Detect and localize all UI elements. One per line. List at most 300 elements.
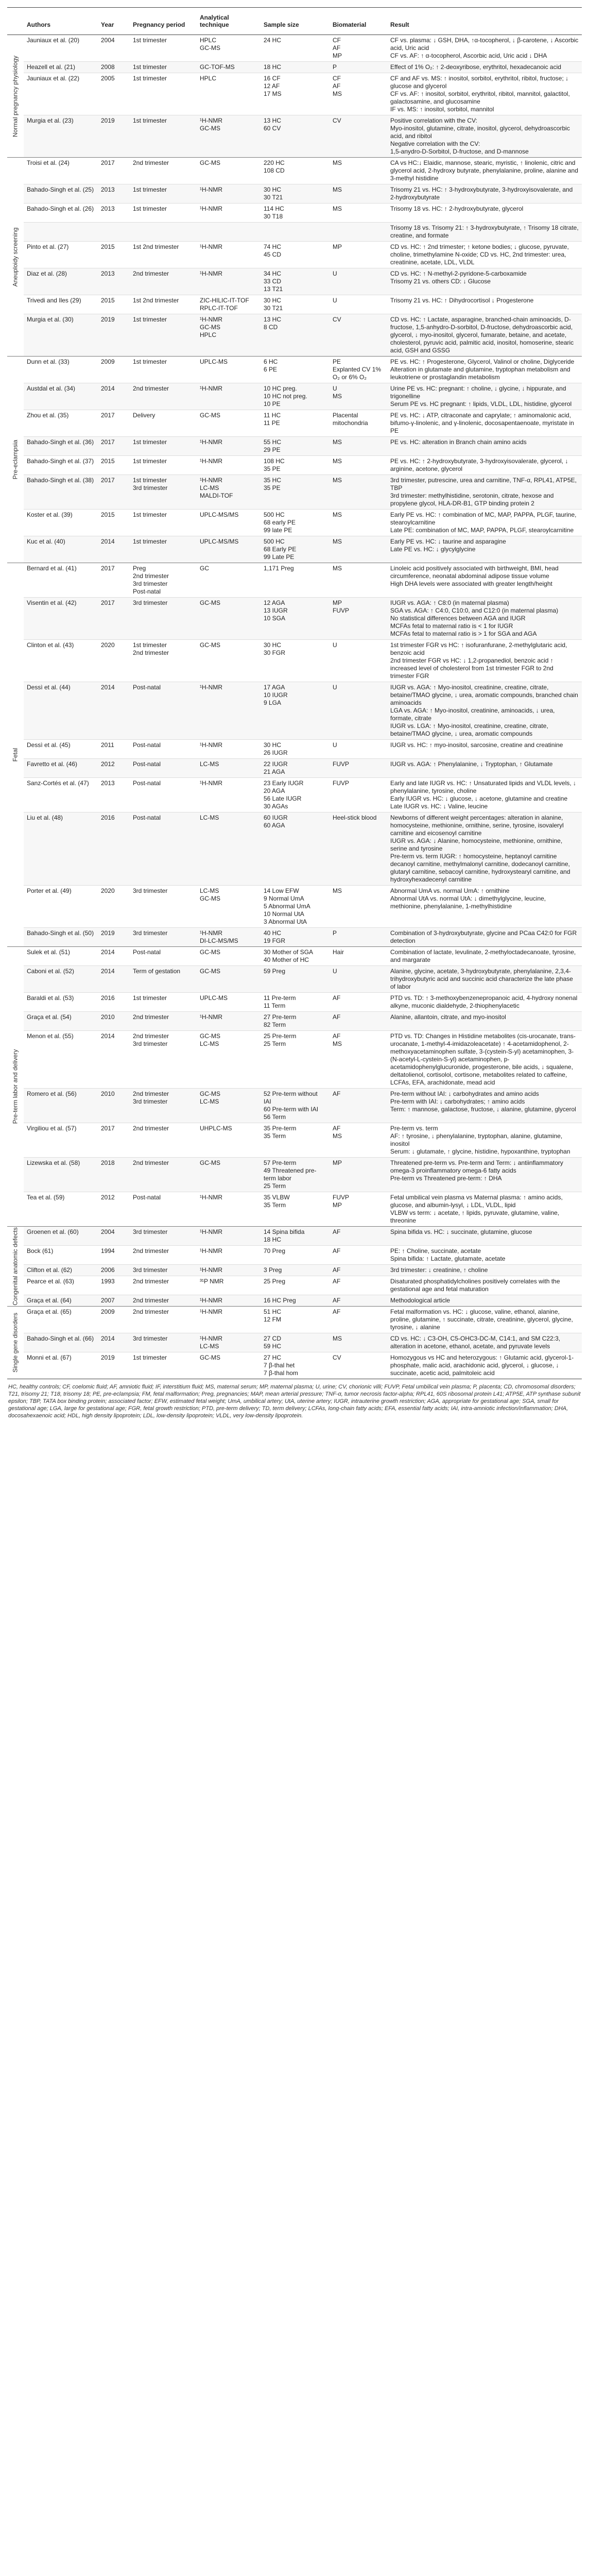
sample-size-cell: 22 IUGR 21 AGA (261, 759, 330, 778)
result-cell: CD vs. HC: ↑ 2nd trimester; ↑ ketone bodies; ↓ glucose, pyruvate, choline, trimethylamine N-oxide; CD vs. HC, 2nd trimester: urea, creatinine, acetate, LDL, VLDL (387, 242, 582, 268)
sample-size-cell: 17 AGA 10 IUGR 9 LGA (261, 682, 330, 740)
biomaterial-cell: AF (330, 1246, 387, 1265)
biomaterial-cell: AF (330, 1089, 387, 1123)
result-cell: Linoleic acid positively associated with birthweight, BMI, head circumference, neonatal abdominal adipose tissue volume High DHA levels were associated with greater length/height (387, 563, 582, 598)
result-header: Result (387, 8, 582, 35)
biomaterial-cell: FUVP (330, 759, 387, 778)
pregnancy-period-cell: 2nd trimester (130, 383, 197, 410)
abbreviation-footnote: HC, healthy controls; CF, coelomic fluid; AF, amniotic fluid; IF, interstitium fluid; MS, maternal serum; MP, maternal plasma; U, urine; CV, chorionic villi; FUVP, Fetal umbilical vein plasma; P, placenta; CD, chromosomal disorders; T21, trisomy 21; T18, trisomy 18; PE, pre-eclampsia; FM, fetal malformation; Preg, pregnancies; MAP, mean arterial pressure; TNF-α, tumor necrosis factor-alpha; RPL41, 60S ribosomal protein L41; ATP5E, ATP synthase subunit epsilon; TBP, TATA box binding protein; associated factor; EFW, estimated fetal weight; UmA, umbilical artery; UtA, uterine artery; IUGR, intrauterine growth restriction; AGA, appropriate for gestational age; SGA, small for gestational age; LGA, large for gestational age; FGR, fetal growth restriction; PTD, pre-term delivery; TD, term delivery; LCFAs, long-chain fatty acids; EFA, essential fatty acids; IAI, intra-amniotic infection/inflammation; DHA, docosahexaenoic acid; HDL, high density lipoprotein; LDL, low-density lipoprotein; VLDL, very low-density lipoprotein. (7, 1379, 582, 1420)
sample-size-cell: 18 HC (261, 62, 330, 73)
biomaterial-cell: AF MS (330, 1031, 387, 1089)
sample-size-cell: 13 HC 60 CV (261, 115, 330, 158)
authors-cell: Bock (61) (24, 1246, 98, 1265)
authors-cell: Troisi et al. (24) (24, 158, 98, 184)
section-cell (7, 947, 24, 1227)
sample-size-cell: 14 Low EFW 9 Normal UmA 5 Abnormal UmA 10 Normal UtA 3 Abnormal UtA (261, 886, 330, 928)
result-cell: 3rd trimester: ↓ creatinine, ↑ choline (387, 1265, 582, 1276)
year-cell: 1994 (98, 1246, 130, 1265)
study-table (7, 7, 582, 1419)
section-label: Pre-eclampsia (11, 439, 19, 480)
year-cell: 2017 (98, 475, 130, 510)
authors-cell: Pinto et al. (27) (24, 242, 98, 268)
result-cell: PE vs. HC: alteration in Branch chain amino acids (387, 437, 582, 456)
pregnancy-period-cell: Post-natal (130, 759, 197, 778)
result-cell: CD vs. HC: ↑ Lactate, asparagine, branched-chain aminoacids, D-fructose, 1,5-anhydro-D-sorbitol, D-fructose, dehydroascorbic acid, glycerol, ↓ myo-inositol, glycerol, fumarate, betaine, and acetate, cholesterol, pyruvic acid, palmitic acid, inositol, homoserine, stearic acid, GSH and GSSG (387, 314, 582, 357)
authors-cell: Bernard et al. (41) (24, 563, 98, 598)
table-row (7, 73, 582, 115)
pregnancy-period-cell: 1st 2nd trimester (130, 242, 197, 268)
table-row (7, 268, 582, 295)
sample-size-cell: 25 Pre-term 25 Term (261, 1031, 330, 1089)
table-row (7, 1158, 582, 1192)
result-cell: Early PE vs. HC: ↑ combination of MC, MAP, PAPPA, PLGF, taurine, stearoylcarnitine Late PE: combination of MC, MAP, PAPPA, PLGF, stearoylcarnitine (387, 510, 582, 536)
authors-cell: Bahado-Singh et al. (25) (24, 184, 98, 204)
table-row (7, 682, 582, 740)
sample-size-cell: 16 HC Preg (261, 1295, 330, 1307)
biomaterial-cell: Placental mitochondria (330, 410, 387, 437)
table-row (7, 1031, 582, 1089)
result-cell: Fetal malformation vs. HC: ↓ glucose, valine, ethanol, alanine, proline, glutamine, ↑ succinate, citrate, creatinine, glycerol, glycine, tyrosine, ↓ alanine (387, 1307, 582, 1333)
analytical-technique-cell: ¹H-NMR LC-MS MALDI-TOF (197, 475, 261, 510)
year-cell: 2014 (98, 966, 130, 993)
pregnancy-period-cell: Post-natal (130, 1192, 197, 1227)
result-cell: Abnormal UmA vs. normal UmA: ↑ ornithine Abnormal UtA vs. normal UtA: ↓ dimethylglycine, leucine, methionine, phenylalanine, 1-methylhistidine (387, 886, 582, 928)
result-cell: Fetal umbilical vein plasma vs Maternal plasma: ↑ amino acids, glucose, and albumin-lysyl, ↓ LDL, VLDL, lipid VLBW vs term: ↓ acetate, ↑ lipids, pyruvate, glutamine, valine, threonine (387, 1192, 582, 1227)
pregnancy-period-cell: Post-natal (130, 812, 197, 886)
biomaterial-cell: CV (330, 1352, 387, 1379)
biomaterial-cell: P (330, 928, 387, 947)
pregnancy-period-cell: Term of gestation (130, 966, 197, 993)
analytical-technique-cell: GC-MS (197, 1158, 261, 1192)
year-cell: 2004 (98, 35, 130, 62)
authors-cell: Caboni et al. (52) (24, 966, 98, 993)
result-cell: Alanine, glycine, acetate, 3-hydroxybutyrate, phenylalanine, 2,3,4-trihydroxybutyric acid and succinic acid characterize the late phase of labor (387, 966, 582, 993)
result-cell: CF vs. plasma: ↓ GSH, DHA, ↑α-tocopherol, ↓ β-carotene, ↓ Ascorbic acid, Uric acid CF vs. AF: ↑ α-tocopherol, Ascorbic acid, Uric acid ↓ DHA (387, 35, 582, 62)
result-cell: Pre-term vs. term AF: ↑ tyrosine, ↓ phenylalanine, tryptophan, alanine, glutamine, inositol Serum: ↓ glutamate, ↑ glycine, histidine, hypoxanthine, tryptophan (387, 1123, 582, 1158)
pregnancy-period-cell: 3rd trimester (130, 928, 197, 947)
authors-cell: Pearce et al. (63) (24, 1276, 98, 1295)
result-cell: Threatened pre-term vs. Pre-term and Term: ↓ antiinflammatory omega-3 proinflammatory omega-6 fatty acids Pre-term vs Threatened pre-term: ↑ DHA (387, 1158, 582, 1192)
year-cell: 2014 (98, 1031, 130, 1089)
year-cell: 2006 (98, 1265, 130, 1276)
analytical-technique-cell: ¹H-NMR (197, 778, 261, 812)
sample-size-cell: 35 HC 35 PE (261, 475, 330, 510)
sample-size-cell: 220 HC 108 CD (261, 158, 330, 184)
table-row (7, 1012, 582, 1031)
sample-size-cell: 25 Preg (261, 1276, 330, 1295)
authors-cell: Clinton et al. (43) (24, 640, 98, 682)
sample-size-cell: 27 HC 7 β-thal het 7 β-thal hom (261, 1352, 330, 1379)
pregnancy-period-cell: 1st trimester (130, 115, 197, 158)
authors-cell: Groenen et al. (60) (24, 1227, 98, 1246)
biomaterial-cell: MP FUVP (330, 598, 387, 640)
biomaterial-cell: P (330, 62, 387, 73)
analytical-technique-cell: ¹H-NMR GC-MS HPLC (197, 314, 261, 357)
year-cell: 2014 (98, 947, 130, 966)
table-row (7, 536, 582, 563)
sample-size-cell: 10 HC preg. 10 HC not preg. 10 PE (261, 383, 330, 410)
analytical-technique-cell: ¹H-NMR (197, 456, 261, 475)
biomaterial-cell: AF (330, 1276, 387, 1295)
year-cell: 2013 (98, 204, 130, 223)
authors-cell: Graça et al. (65) (24, 1307, 98, 1333)
table-row (7, 1192, 582, 1227)
biomaterial-header: Biomaterial (330, 8, 387, 35)
biomaterial-cell: MS (330, 886, 387, 928)
sample-size-cell: 14 Spina bifida 18 HC (261, 1227, 330, 1246)
pregnancy-period-cell: 1st trimester (130, 357, 197, 383)
authors-cell: Porter et al. (49) (24, 886, 98, 928)
sample-size-cell: 74 HC 45 CD (261, 242, 330, 268)
year-cell: 2017 (98, 563, 130, 598)
authors-cell: Heazell et al. (21) (24, 62, 98, 73)
analytical-technique-cell: ¹H-NMR (197, 1246, 261, 1265)
year-cell: 2014 (98, 383, 130, 410)
result-cell: Alanine, allantoin, citrate, and myo-inositol (387, 1012, 582, 1031)
year-cell: 2020 (98, 886, 130, 928)
result-cell: Trisomy 21 vs. HC: ↑ Dihydrocortisol ↓ Progesterone (387, 295, 582, 314)
pregnancy-period-cell: 2nd trimester 3rd trimester (130, 1089, 197, 1123)
sample-size-cell: 11 Pre-term 11 Term (261, 993, 330, 1012)
table-row (7, 563, 582, 598)
sample-size-cell: 55 HC 29 PE (261, 437, 330, 456)
table-row (7, 437, 582, 456)
pregnancy-period-cell: Post-natal (130, 947, 197, 966)
authors-cell: Bahado-Singh et al. (50) (24, 928, 98, 947)
authors-cell: Virgiliou et al. (57) (24, 1123, 98, 1158)
pregnancy-period-cell: 3rd trimester (130, 1333, 197, 1352)
biomaterial-cell: AF (330, 1307, 387, 1333)
analytical-technique-cell: ¹H-NMR (197, 1295, 261, 1307)
year-cell: 2013 (98, 184, 130, 204)
pregnancy-period-cell: 2nd trimester (130, 1246, 197, 1265)
section-cell (7, 357, 24, 563)
sample-size-cell: 30 HC 30 T21 (261, 184, 330, 204)
authors-cell: Baraldi et al. (53) (24, 993, 98, 1012)
table-row (7, 35, 582, 62)
analytical-technique-cell: GC-MS (197, 1352, 261, 1379)
year-cell: 2013 (98, 268, 130, 295)
year-cell: 2019 (98, 928, 130, 947)
pregnancy-period-cell: 2nd trimester (130, 1123, 197, 1158)
pregnancy-period-cell: 1st trimester (130, 993, 197, 1012)
biomaterial-cell: AF (330, 1265, 387, 1276)
year-cell: 2017 (98, 1123, 130, 1158)
section-label: Pre-term labor and delivery (11, 1049, 19, 1124)
year-cell: 2010 (98, 1089, 130, 1123)
pregnancy-period-cell: 2nd trimester (130, 1307, 197, 1333)
sample-size-cell: 6 HC 6 PE (261, 357, 330, 383)
sample-size-cell: 12 AGA 13 IUGR 10 SGA (261, 598, 330, 640)
authors-cell: Murgia et al. (23) (24, 115, 98, 158)
table-row (7, 475, 582, 510)
biomaterial-cell: MP (330, 242, 387, 268)
section-cell (7, 158, 24, 357)
year-cell: 2017 (98, 410, 130, 437)
analytical-technique-cell: ¹H-NMR (197, 204, 261, 223)
pregnancy-period-cell: 1st trimester 3rd trimester (130, 475, 197, 510)
year-cell: 2017 (98, 598, 130, 640)
authors-cell: Liu et al. (48) (24, 812, 98, 886)
analytical-technique-cell: ¹H-NMR (197, 1192, 261, 1227)
result-cell: CF and AF vs. MS: ↑ inositol, sorbitol, erythritol, ribitol, fructose; ↓ glucose and glycerol CF vs. AF: ↑ inositol, sorbitol, erythritol, ribitol, mannitol, galactitol, galactosamine, and glucosamine IF vs. MS: ↑ inositol, sorbitol, mannitol (387, 73, 582, 115)
pregnancy-period-cell: Post-natal (130, 778, 197, 812)
pregnancy-period-cell: Post-natal (130, 682, 197, 740)
sample-size-cell: 35 VLBW 35 Term (261, 1192, 330, 1227)
table-row (7, 383, 582, 410)
year-cell: 2004 (98, 1227, 130, 1246)
result-cell: Pre-term without IAI: ↓ carbohydrates and amino acids Pre-term with IAI: ↓ carbohydrates; ↑ amino acids Term: ↑ mannose, galactose, fructose, ↓ alanine, glutamine, glycerol (387, 1089, 582, 1123)
year-cell: 2015 (98, 295, 130, 314)
result-cell: Early and late IUGR vs. HC: ↑ Unsaturated lipids and VLDL levels, ↓ phenylalanine, tyrosine, choline Early IUGR vs. HC: ↓ glucose, ↓ acetone, glutamine and creatine Late IUGR vs. HC: ↓ Valine, leucine (387, 778, 582, 812)
sample-size-cell: 34 HC 33 CD 13 T21 (261, 268, 330, 295)
analytical-technique-cell: ¹H-NMR (197, 682, 261, 740)
table-footer (7, 1379, 582, 1420)
year-cell: 2016 (98, 993, 130, 1012)
result-cell: 3rd trimester, putrescine, urea and carnitine, TNF-α, RPL41, ATP5E, TBP 3rd trimester: methylhistidine, serotonin, citrate, hexose and propylene glycol, HLA-DR-B1, GTP binding protein 2 (387, 475, 582, 510)
biomaterial-cell: MS (330, 563, 387, 598)
biomaterial-cell: Heel-stick blood (330, 812, 387, 886)
pregnancy-period-cell: 1st 2nd trimester (130, 295, 197, 314)
table-row (7, 1123, 582, 1158)
authors-cell (24, 223, 98, 242)
authors-cell: Bahado-Singh et al. (66) (24, 1333, 98, 1352)
result-cell: Trisomy 18 vs. HC: ↑ 2-hydroxybutyrate, glycerol (387, 204, 582, 223)
analytical-technique-cell: ¹H-NMR (197, 1227, 261, 1246)
authors-cell: Zhou et al. (35) (24, 410, 98, 437)
sample-size-cell: 27 Pre-term 82 Term (261, 1012, 330, 1031)
authors-cell: Bahado-Singh et al. (38) (24, 475, 98, 510)
authors-cell: Bahado-Singh et al. (26) (24, 204, 98, 223)
biomaterial-cell: AF (330, 1295, 387, 1307)
result-cell: Newborns of different weight percentages: alteration in alanine, homocysteine, methionine, ornithine, serine, tyrosine, isovaleryl carnitine and eicosenoyl carnitine IUGR vs. AGA: ↓ Alanine, homocysteine, methionine, ornithine, serine and tyrosine Pre-term vs. term IUGR: ↑ homocysteine, heptanoyl carnitine decanoyl carnitine, methylmalonyl carnitine, dodecanoyl carnitine, glutaryl carnitine, sebacoyl carnitine, hydroxystearyl carnitine, and hydroxyhexadecenyl carnitine (387, 812, 582, 886)
biomaterial-cell: MS (330, 158, 387, 184)
year-cell: 2015 (98, 510, 130, 536)
analytical-technique-cell: GC-MS LC-MS (197, 1031, 261, 1089)
authors-cell: Murgia et al. (30) (24, 314, 98, 357)
pregnancy-period-cell: 3rd trimester (130, 598, 197, 640)
table-row (7, 158, 582, 184)
pregnancy-period-cell: 1st trimester (130, 62, 197, 73)
result-cell: Trisomy 21 vs. HC: ↑ 3-hydroxybutyrate, 3-hydroxyisovalerate, and 2-hydroxybutyrate (387, 184, 582, 204)
year-cell: 2014 (98, 682, 130, 740)
biomaterial-cell: CF AF MP (330, 35, 387, 62)
year-cell: 2012 (98, 759, 130, 778)
table-row (7, 1265, 582, 1276)
authors-cell: Dessì et al. (44) (24, 682, 98, 740)
biomaterial-cell: PE Explanted CV 1% O₂ or 6% O₂ (330, 357, 387, 383)
analytical-technique-cell: ¹H-NMR (197, 383, 261, 410)
year-cell: 2010 (98, 1012, 130, 1031)
analytical-technique-cell: UPLC-MS/MS (197, 510, 261, 536)
authors-cell: Diaz et al. (28) (24, 268, 98, 295)
authors-cell: Trivedi and Iles (29) (24, 295, 98, 314)
pregnancy-period-header: Pregnancy period (130, 8, 197, 35)
table-row (7, 410, 582, 437)
result-cell: Trisomy 18 vs. Trisomy 21: ↑ 3-hydroxybutyrate, ↑ Trisomy 18 citrate, creatine, and formate (387, 223, 582, 242)
study-table-container (7, 7, 582, 1419)
year-cell: 2019 (98, 314, 130, 357)
pregnancy-period-cell: 3rd trimester (130, 886, 197, 928)
analytical-technique-cell: GC-MS (197, 598, 261, 640)
year-cell: 1993 (98, 1276, 130, 1295)
header-row (7, 8, 582, 35)
table-header (7, 8, 582, 35)
biomaterial-cell: Hair (330, 947, 387, 966)
pregnancy-period-cell: 1st trimester 2nd trimester (130, 640, 197, 682)
pregnancy-period-cell: 2nd trimester (130, 1295, 197, 1307)
biomaterial-cell: MS (330, 437, 387, 456)
pregnancy-period-cell: 1st trimester (130, 437, 197, 456)
year-cell: 2009 (98, 1307, 130, 1333)
authors-cell: Dessì et al. (45) (24, 740, 98, 759)
biomaterial-cell: AF (330, 1012, 387, 1031)
sample-size-cell: 52 Pre-term without IAI 60 Pre-term with IAI 56 Term (261, 1089, 330, 1123)
pregnancy-period-cell: 1st trimester (130, 314, 197, 357)
table-row (7, 1276, 582, 1295)
biomaterial-cell: U (330, 295, 387, 314)
sample-size-header: Sample size (261, 8, 330, 35)
section-header (7, 8, 24, 35)
authors-header: Authors (24, 8, 98, 35)
analytical-technique-cell: ¹H-NMR LC-MS (197, 1333, 261, 1352)
analytical-technique-cell: HPLC (197, 73, 261, 115)
year-cell: 2016 (98, 812, 130, 886)
sample-size-cell: 23 Early IUGR 20 AGA 56 Late IUGR 30 AGAs (261, 778, 330, 812)
sample-size-cell: 30 HC 26 IUGR (261, 740, 330, 759)
sample-size-cell: 11 HC 11 PE (261, 410, 330, 437)
biomaterial-cell: FUVP (330, 778, 387, 812)
result-cell: PE: ↑ Choline, succinate, acetate Spina bifida: ↑ Lactate, glutamate, acetate (387, 1246, 582, 1265)
analytical-technique-cell: LC-MS (197, 759, 261, 778)
result-cell: CD vs. HC: ↓ C3-OH, C5-OHC3-DC-M, C14:1, and SM C22:3, alteration in acetone, ethanol, acetate, and pyruvate levels (387, 1333, 582, 1352)
analytical-technique-cell: ¹H-NMR (197, 184, 261, 204)
table-row (7, 886, 582, 928)
biomaterial-cell (330, 223, 387, 242)
year-cell: 2014 (98, 1333, 130, 1352)
sample-size-cell: 27 CD 59 HC (261, 1333, 330, 1352)
sample-size-cell: 16 CF 12 AF 17 MS (261, 73, 330, 115)
analytical-technique-cell: UHPLC-MS (197, 1123, 261, 1158)
analytical-technique-cell: GC-MS (197, 640, 261, 682)
section-cell (7, 1307, 24, 1379)
table-row (7, 1307, 582, 1333)
authors-cell: Bahado-Singh et al. (37) (24, 456, 98, 475)
table-row (7, 295, 582, 314)
sample-size-cell (261, 223, 330, 242)
result-cell: Urine PE vs. HC: pregnant: ↑ choline, ↓ glycine, ↓ hippurate, and trigonelline Serum PE vs. HC pregnant: ↑ lipids, VLDL, LDL, histidine, glycerol (387, 383, 582, 410)
biomaterial-cell: AF MS (330, 1123, 387, 1158)
authors-cell: Koster et al. (39) (24, 510, 98, 536)
table-row (7, 812, 582, 886)
biomaterial-cell: CF AF MS (330, 73, 387, 115)
analytical-technique-cell: LC-MS GC-MS (197, 886, 261, 928)
result-cell: Positive correlation with the CV: Myo-inositol, glutamine, citrate, inositol, glycerol, dehydroascorbic acid, and ribitol Negative correlation with the CV: 1,5-anydro-D-Sorbitol, D-fructose, and D-mannose (387, 115, 582, 158)
sample-size-cell: 51 HC 12 FM (261, 1307, 330, 1333)
year-cell: 2019 (98, 115, 130, 158)
table-row (7, 1352, 582, 1379)
year-cell: 2020 (98, 640, 130, 682)
sample-size-cell: 24 HC (261, 35, 330, 62)
year-cell: 2012 (98, 1192, 130, 1227)
biomaterial-cell: MP (330, 1158, 387, 1192)
analytical-technique-cell: UPLC-MS (197, 357, 261, 383)
sample-size-cell: 500 HC 68 Early PE 99 Late PE (261, 536, 330, 563)
sample-size-cell: 57 Pre-term 49 Threatened pre-term labor 25 Term (261, 1158, 330, 1192)
biomaterial-cell: MS (330, 204, 387, 223)
result-cell: Methodological article (387, 1295, 582, 1307)
pregnancy-period-cell: 2nd trimester (130, 268, 197, 295)
authors-cell: Clifton et al. (62) (24, 1265, 98, 1276)
analytical-technique-cell: GC-MS LC-MS (197, 1089, 261, 1123)
biomaterial-cell: CV (330, 115, 387, 158)
result-cell: IUGR vs. AGA: ↑ Myo-inositol, creatinine, creatine, citrate, betaine/TMAO glycine, ↓ urea, aromatic compounds, branched chain aminoacids LGA vs. AGA: ↑ Myo-inositol, creatinine, aminoacids, ↓ urea, formate, citrate IUGR vs. LGA: ↑ Myo-inositol, creatinine, creatine, citrate, betaine/TMAO glycine, ↓ urea, aromatic compounds (387, 682, 582, 740)
authors-cell: Jauniaux et al. (20) (24, 35, 98, 62)
authors-cell: Jauniaux et al. (22) (24, 73, 98, 115)
authors-cell: Lizewska et al. (58) (24, 1158, 98, 1192)
table-row (7, 242, 582, 268)
analytical-technique-cell: ¹H-NMR (197, 437, 261, 456)
result-cell: PE vs. HC: ↓ ATP, citraconate and caprylate; ↑ aminomalonic acid, bifumo-γ-linolenic, and γ-linolenic, docosapentaenoate, myristate in PE (387, 410, 582, 437)
biomaterial-cell: FUVP MP (330, 1192, 387, 1227)
result-cell: PTD vs. TD: ↑ 3-methoxybenzenepropanoic acid, 4-hydroxy nonenal alkyne, muconic dialdehyde, 2-thiophenylacetic (387, 993, 582, 1012)
pregnancy-period-cell: 2nd trimester 3rd trimester (130, 1031, 197, 1089)
pregnancy-period-cell: 1st trimester (130, 456, 197, 475)
year-cell: 2014 (98, 536, 130, 563)
sample-size-cell: 35 Pre-term 35 Term (261, 1123, 330, 1158)
table-row (7, 928, 582, 947)
biomaterial-cell: U (330, 640, 387, 682)
sample-size-cell: 30 Mother of SGA 40 Mother of HC (261, 947, 330, 966)
biomaterial-cell: AF (330, 1227, 387, 1246)
pregnancy-period-cell: 2nd trimester (130, 1158, 197, 1192)
pregnancy-period-cell (130, 223, 197, 242)
analytical-technique-cell: ¹H-NMR (197, 1307, 261, 1333)
sample-size-cell: 108 HC 35 PE (261, 456, 330, 475)
biomaterial-cell: MS (330, 510, 387, 536)
result-cell: PTD vs. TD: Changes in Histidine metabolites (cis-urocanate, trans-urocanate, 1-methyl-4-imidazoleacetate) ↑ 4-acetamidophenol, 2-methoxyacetaminophen sulfate, 3-(cystein-S-yl) acetaminophen, 3-(N-acetyl-L-cystein-S-yl) acetaminophen, p-acetamidophenylglucuronide, progesterone, bile acids, ↓ squalene, deltatolienol, cortisolol, cortisone, metabolites related to caffeine, LCFAs, EFA, arachidonate, mead acid (387, 1031, 582, 1089)
table-row (7, 740, 582, 759)
biomaterial-cell: MS (330, 1333, 387, 1352)
pregnancy-period-cell: 1st trimester (130, 510, 197, 536)
year-cell: 2009 (98, 357, 130, 383)
authors-cell: Dunn et al. (33) (24, 357, 98, 383)
authors-cell: Menon et al. (55) (24, 1031, 98, 1089)
result-cell: Disaturated phosphatidylcholines positively correlates with the gestational age and fetal maturation (387, 1276, 582, 1295)
analytical-technique-cell: UPLC-MS (197, 993, 261, 1012)
year-cell: 2005 (98, 73, 130, 115)
table-row (7, 598, 582, 640)
authors-cell: Monni et al. (67) (24, 1352, 98, 1379)
pregnancy-period-cell: 2nd trimester (130, 1012, 197, 1031)
result-cell: Homozygous vs HC and heterozygous: ↑ Glutamic acid, glycerol-1-phosphate, malic acid, arachidonic acid, glycerol, ↓ glucose, ↓ succinate, acetic acid, palmitoleic acid (387, 1352, 582, 1379)
pregnancy-period-cell: 3rd trimester (130, 1265, 197, 1276)
pregnancy-period-cell: 2nd trimester (130, 1276, 197, 1295)
section-cell (7, 1227, 24, 1307)
biomaterial-cell: MS (330, 456, 387, 475)
sample-size-cell: 60 IUGR 60 AGA (261, 812, 330, 886)
table-row (7, 223, 582, 242)
table-row (7, 1246, 582, 1265)
year-cell: 2013 (98, 778, 130, 812)
analytical-technique-cell: GC-MS (197, 966, 261, 993)
section-cell (7, 563, 24, 947)
table-row (7, 456, 582, 475)
table-row (7, 204, 582, 223)
authors-cell: Bahado-Singh et al. (36) (24, 437, 98, 456)
table-row (7, 510, 582, 536)
section-label: Fetal (11, 748, 19, 762)
